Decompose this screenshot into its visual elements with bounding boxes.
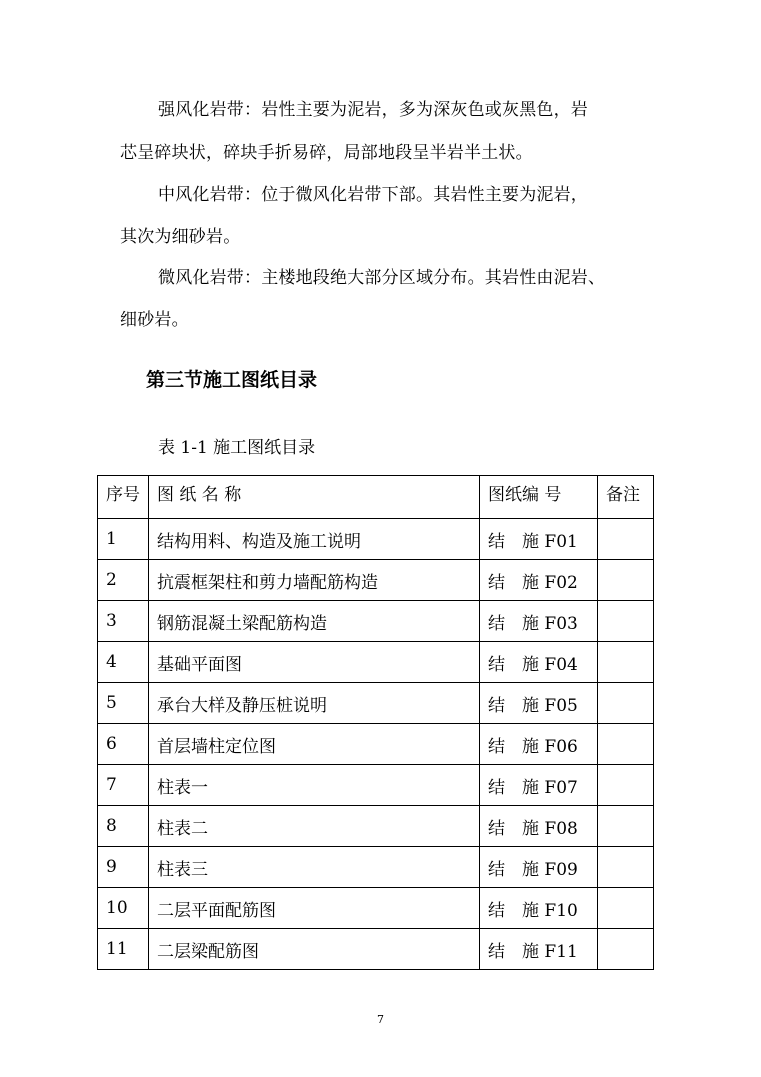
row-drawing-code: 结 施 F10 (480, 888, 598, 929)
row-drawing-name: 二层平面配筋图 (149, 888, 480, 929)
table-row (98, 765, 654, 806)
table-header-row (98, 476, 654, 519)
drawing-list-table (97, 475, 654, 970)
paragraph-1-line-1: 强风化岩带：岩性主要为泥岩，多为深灰色或灰黑色，岩 (158, 100, 588, 120)
row-drawing-code: 结 施 F08 (480, 806, 598, 847)
table-row (98, 724, 654, 765)
page-number: 7 (377, 1013, 384, 1026)
row-drawing-name: 柱表三 (149, 847, 480, 888)
row-drawing-name: 承台大样及静压桩说明 (149, 683, 480, 724)
row-drawing-name: 结构用料、构造及施工说明 (149, 519, 480, 560)
row-remarks (598, 601, 654, 642)
table-row (98, 642, 654, 683)
row-drawing-code: 结 施 F02 (480, 560, 598, 601)
paragraph-2-line-1: 中风化岩带：位于微风化岩带下部。其岩性主要为泥岩， (158, 185, 588, 205)
row-index: 11 (98, 929, 149, 970)
row-remarks (598, 847, 654, 888)
row-drawing-name: 柱表二 (149, 806, 480, 847)
row-index: 7 (98, 765, 149, 806)
table-row (98, 519, 654, 560)
header-drawing-code: 图纸编 号 (480, 476, 598, 519)
row-remarks (598, 724, 654, 765)
row-drawing-code: 结 施 F07 (480, 765, 598, 806)
header-remarks: 备注 (598, 476, 654, 519)
row-remarks (598, 519, 654, 560)
table-row (98, 560, 654, 601)
row-remarks (598, 560, 654, 601)
table-caption: 表 1-1 施工图纸目录 (158, 438, 316, 458)
row-remarks (598, 642, 654, 683)
paragraph-3-line-1: 微风化岩带：主楼地段绝大部分区域分布。其岩性由泥岩、 (158, 268, 606, 288)
row-drawing-name: 基础平面图 (149, 642, 480, 683)
row-remarks (598, 765, 654, 806)
table-row (98, 847, 654, 888)
row-remarks (598, 683, 654, 724)
paragraph-1-line-2: 芯呈碎块状，碎块手折易碎，局部地段呈半岩半土状。 (120, 143, 533, 163)
row-index: 4 (98, 642, 149, 683)
row-remarks (598, 888, 654, 929)
row-index: 2 (98, 560, 149, 601)
row-index: 9 (98, 847, 149, 888)
row-index: 8 (98, 806, 149, 847)
row-drawing-name: 二层梁配筋图 (149, 929, 480, 970)
row-index: 1 (98, 519, 149, 560)
row-drawing-name: 抗震框架柱和剪力墙配筋构造 (149, 560, 480, 601)
row-drawing-code: 结 施 F03 (480, 601, 598, 642)
table-row (98, 888, 654, 929)
row-drawing-code: 结 施 F11 (480, 929, 598, 970)
row-drawing-code: 结 施 F04 (480, 642, 598, 683)
paragraph-3-line-2: 细砂岩。 (120, 310, 189, 330)
row-remarks (598, 806, 654, 847)
row-index: 5 (98, 683, 149, 724)
header-index: 序号 (98, 476, 149, 519)
row-index: 6 (98, 724, 149, 765)
row-remarks (598, 929, 654, 970)
header-drawing-name: 图 纸 名 称 (149, 476, 480, 519)
table-row (98, 601, 654, 642)
row-drawing-name: 钢筋混凝土梁配筋构造 (149, 601, 480, 642)
row-index: 10 (98, 888, 149, 929)
row-index: 3 (98, 601, 149, 642)
table-row (98, 929, 654, 970)
row-drawing-code: 结 施 F01 (480, 519, 598, 560)
table-row (98, 806, 654, 847)
row-drawing-code: 结 施 F06 (480, 724, 598, 765)
table-row (98, 683, 654, 724)
row-drawing-name: 柱表一 (149, 765, 480, 806)
row-drawing-name: 首层墙柱定位图 (149, 724, 480, 765)
row-drawing-code: 结 施 F05 (480, 683, 598, 724)
row-drawing-code: 结 施 F09 (480, 847, 598, 888)
section-heading: 第三节施工图纸目录 (146, 369, 318, 391)
paragraph-2-line-2: 其次为细砂岩。 (120, 227, 241, 247)
